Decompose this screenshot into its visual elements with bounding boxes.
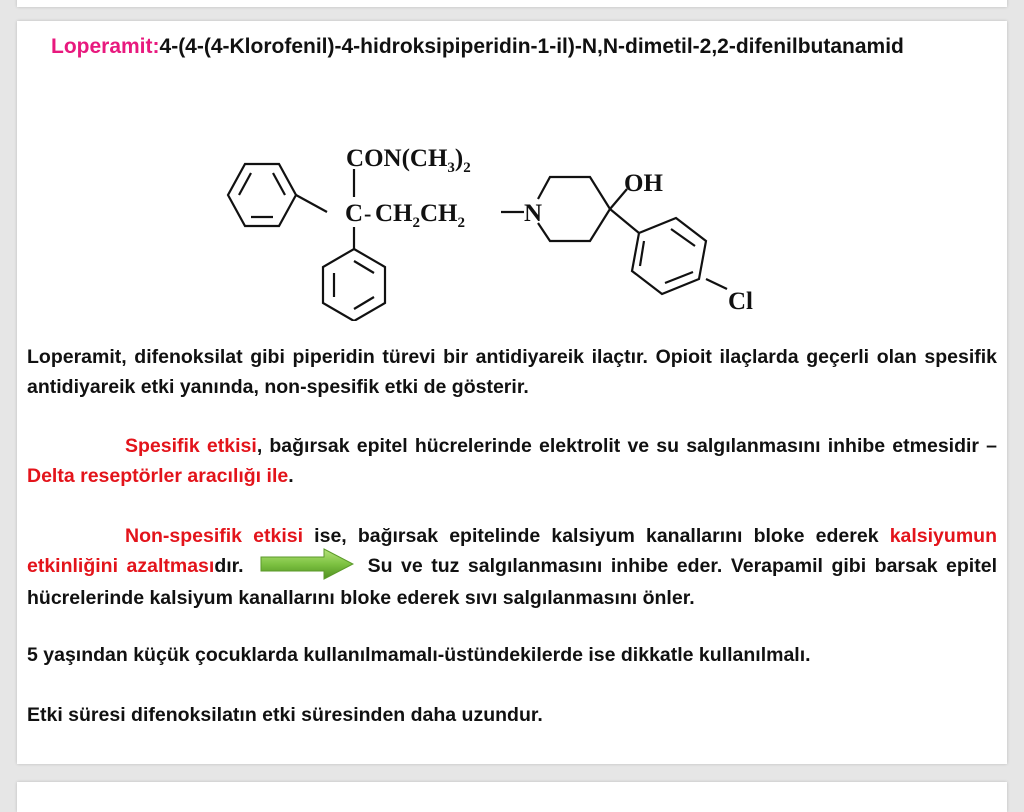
slide (17, 21, 1007, 764)
slide-title (51, 31, 951, 63)
nitrogen-label: N (524, 200, 543, 227)
hydroxyl-label: OH (624, 170, 663, 197)
loperamide-structure (207, 111, 777, 321)
phenyl-ring-bottom (323, 249, 385, 321)
nonspecific-effect-label: Non-spesifik etkisi (125, 525, 304, 547)
calcium-effect-text: kalsiyumun etkinliğini azaltması (27, 525, 997, 578)
svg-text:-: - (364, 201, 372, 226)
previous-slide-edge (17, 0, 1007, 7)
next-slide-edge (17, 782, 1007, 812)
drug-name: Loperamit: (51, 35, 160, 58)
specific-effect-label: Spesifik etkisi (125, 435, 257, 457)
piperidine-ring (538, 177, 610, 241)
amide-label: $CON(CH_3)_2$ (346, 145, 471, 176)
paragraph-intro: Loperamit, difenoksilat gibi piperidin türevi bir antidiyareik ilaçtır. Opioit ilaçlarda geçerli olan spesifik antidiyareik etki yanında, non-spesifik etki de gösterir. (27, 346, 997, 398)
paragraph-specific-effect: Spesifik etkisi, bağırsak epitel hücrelerinde elektrolit ve su salgılanmasını inhibe etmesidir – Delta reseptörler aracılığı ile. (27, 435, 997, 487)
quaternary-carbon-label: C (345, 200, 364, 227)
paragraph-age-warning: 5 yaşından küçük çocuklarda kullanılmamalı-üstündekilerde ise dikkatle kullanılmalı. (27, 644, 811, 666)
ch2-chain-label: $CH_2CH_2$ (375, 200, 465, 231)
delta-receptor-text: Delta reseptörler aracılığı ile (27, 465, 289, 487)
chlorine-label: Cl (728, 288, 753, 315)
iupac-name: 4-(4-(4-Klorofenil)-4-hidroksipiperidin-1-il)-N,N-dimetil-2,2-difenilbutanamid (159, 35, 904, 58)
paragraph-nonspecific-effect: Non-spesifik etkisi ise, bağırsak epitelinde kalsiyum kanallarını bloke ederek kalsiyumun etkinliğini azaltmasıdır. Su ve tuz salgılanmasını inhibe eder. Verapamil gibi barsak epitel hücrelerinde kalsiyum kanallarını bloke ederek sıvı salgılanmasını önler. (27, 525, 997, 609)
paragraph-duration: Etki süresi difenoksilatın etki süresinden daha uzundur. (27, 704, 543, 726)
right-arrow-icon (260, 548, 354, 580)
